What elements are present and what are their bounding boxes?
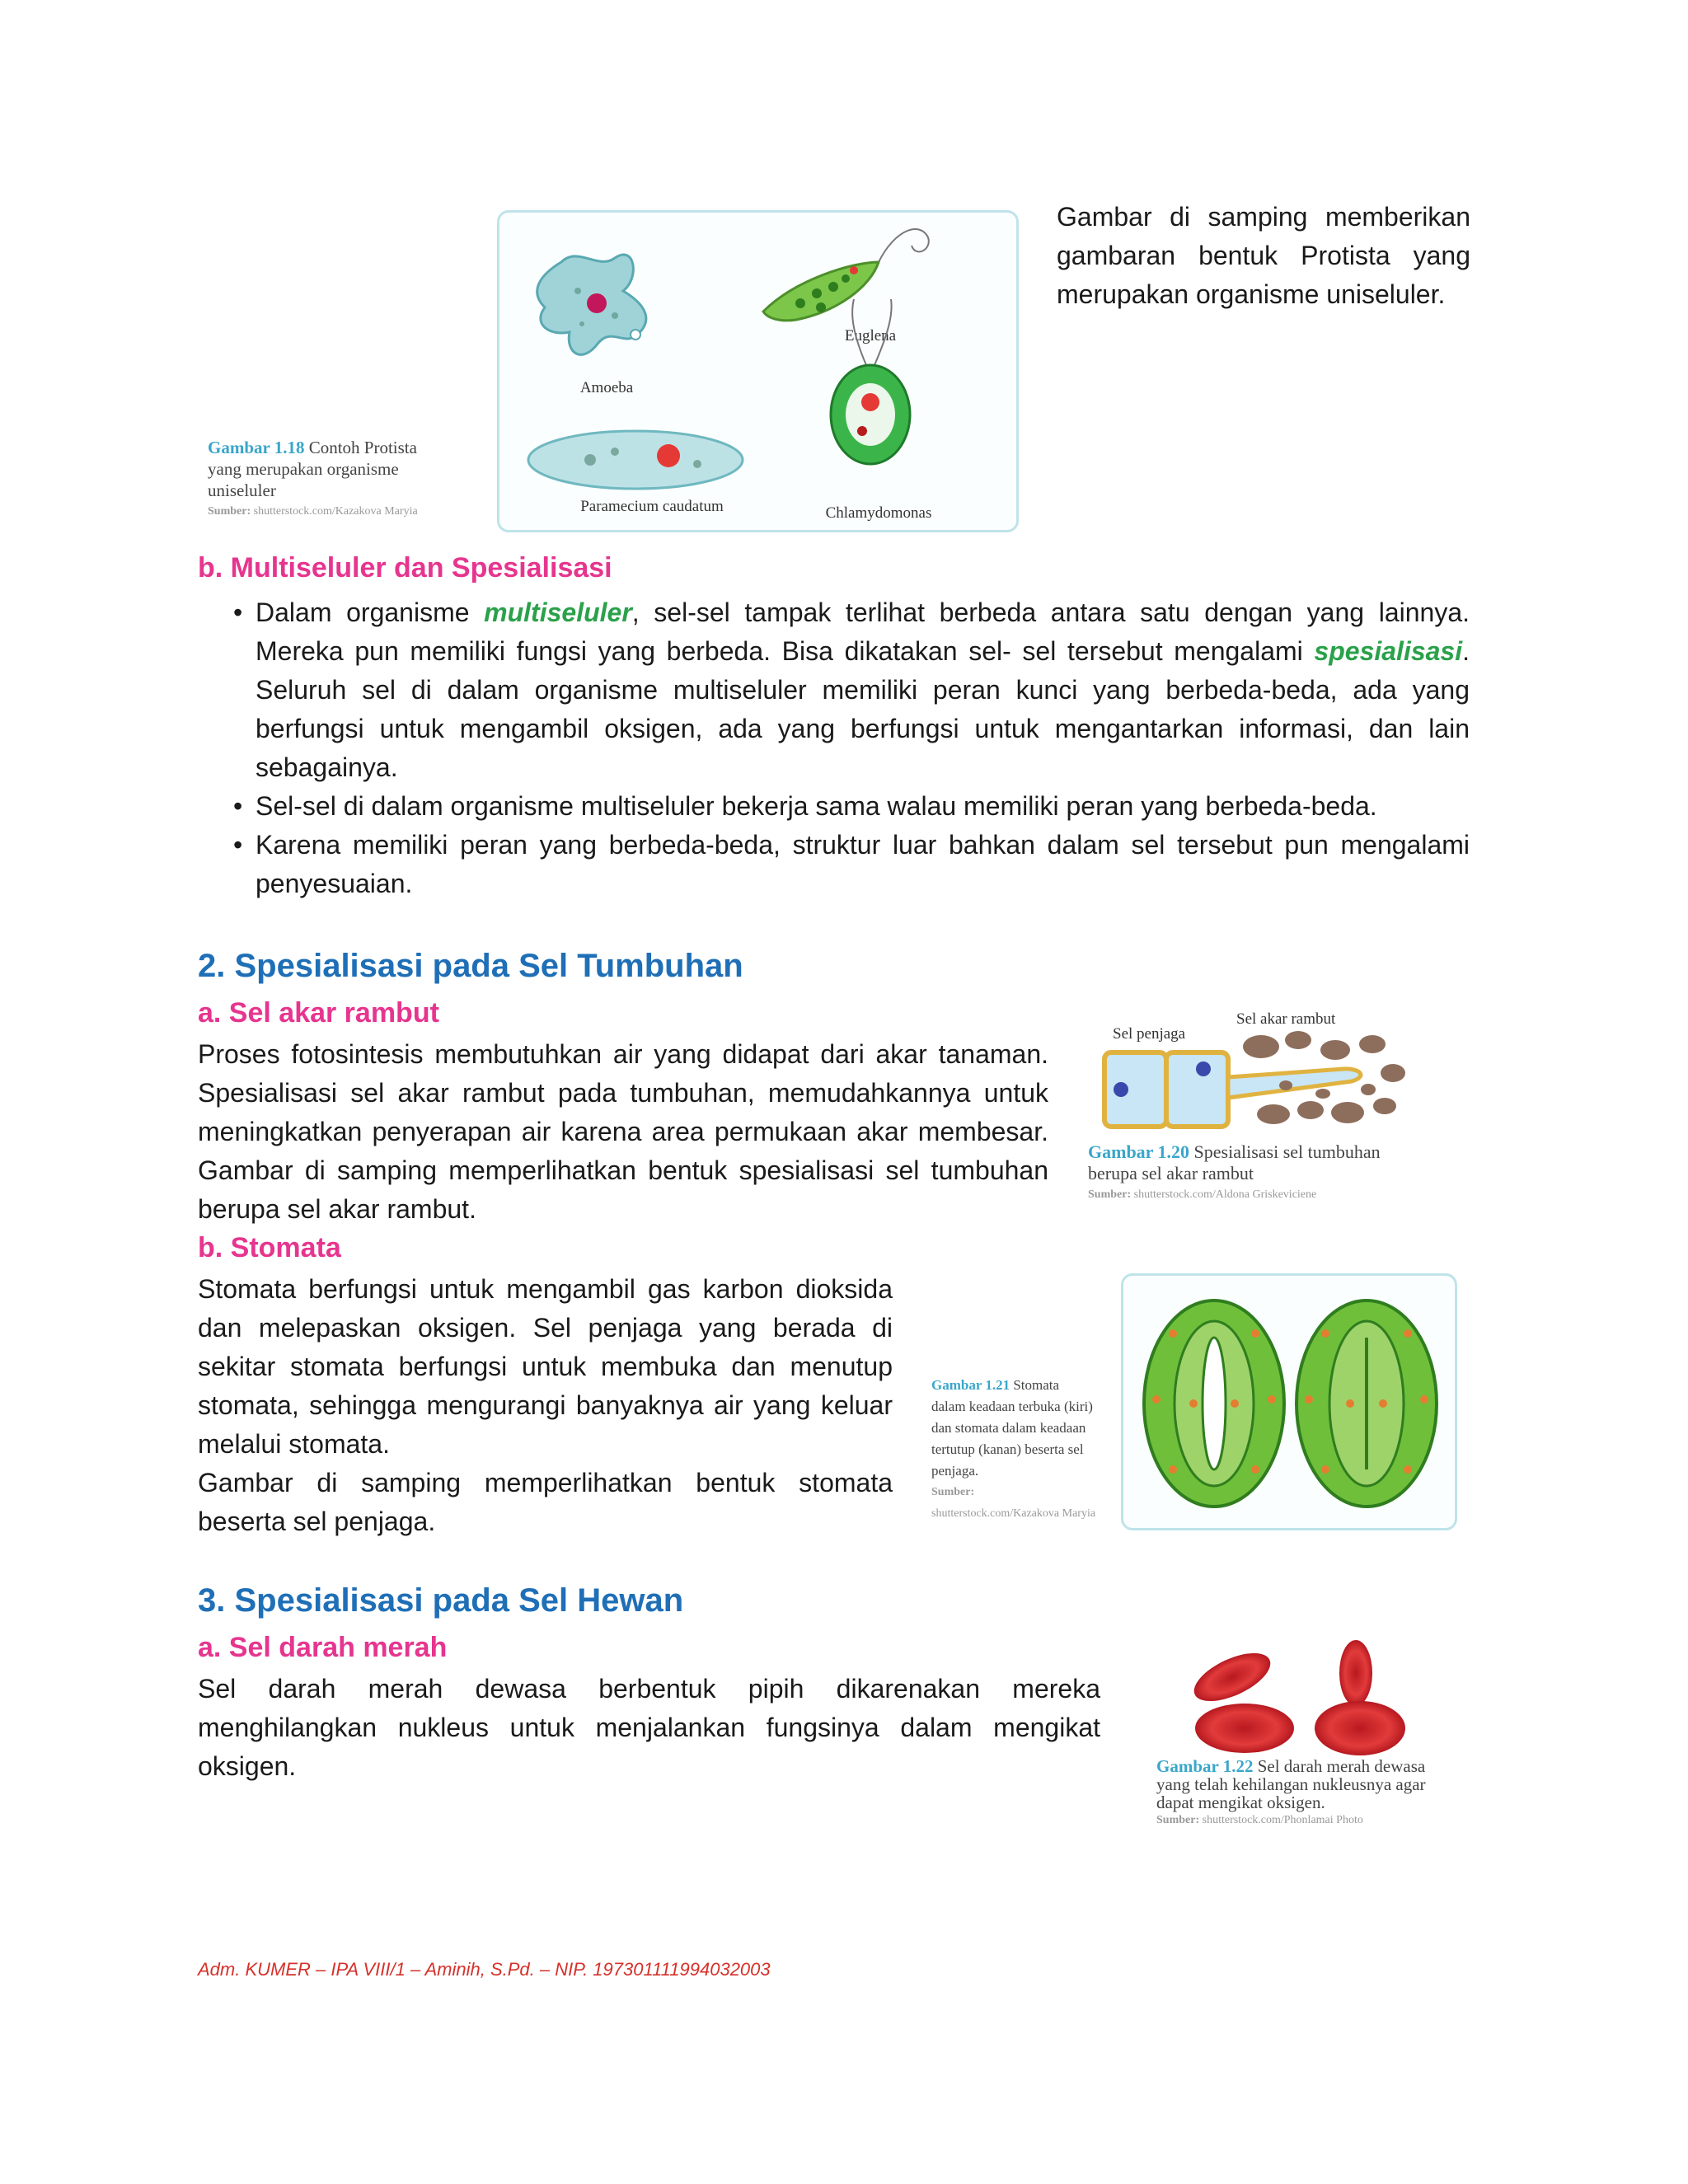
section-2b-paragraph: Gambar di samping memperlihatkan bentuk stomata beserta sel penjaga.: [198, 1468, 893, 1536]
protista-illustration: [499, 213, 1016, 530]
amoeba-illustration: [537, 255, 646, 354]
amoeba-label: Amoeba: [579, 379, 634, 396]
section-3a-paragraph: Sel darah merah dewasa berbentuk pipih dikarenakan mereka menghilangkan nukleus untuk menjalankan fungsinya dalam mengikat oksigen.: [198, 1674, 1100, 1781]
caption-label: Gambar 1.21: [931, 1377, 1010, 1393]
root-hair-figure: [1096, 1007, 1409, 1139]
caption-text: Stomata dalam keadaan terbuka (kiri) dan stomata dalam keadaan tertutup (kanan) beserta sel penjaga.: [931, 1377, 1093, 1479]
paramecium-illustration: [528, 431, 743, 489]
caption-source: Sumber: shutterstock.com/Kazakova Maryia: [208, 505, 418, 518]
section-3a-heading: a. Sel darah merah: [198, 1632, 448, 1663]
section-3-heading: 3. Spesialisasi pada Sel Hewan: [198, 1582, 684, 1619]
caption-source: Sumber: shutterstock.com/Aldona Griskeviciene: [1088, 1188, 1317, 1201]
caption-label: Gambar 1.20: [1088, 1141, 1190, 1162]
bullet-item: • Karena memiliki peran yang berbeda-beda, struktur luar bahkan dalam sel tersebut pun mengalami penyesuaian.: [233, 826, 1470, 903]
root-hair-label: Sel akar rambut: [1236, 1010, 1336, 1028]
bullet-item: • Sel-sel di dalam organisme multiseluler bekerja sama walau memiliki peran yang berbeda-beda.: [233, 787, 1470, 826]
bullet-item: • Dalam organisme multiseluler, sel-sel tampak terlihat berbeda antara satu dengan yang lainnya. Mereka pun memiliki fungsi yang berbeda. Bisa dikatakan sel- sel tersebut mengalami spesialisasi. Seluruh sel di dalam organisme multiseluler memiliki peran kunci yang berbeda-beda, ada yang berfungsi untuk mengambil oksigen, ada yang berfungsi untuk mengantarkan informasi, dan lain sebagainya.: [233, 593, 1470, 787]
caption-label: Gambar 1.18: [208, 438, 305, 457]
closed-stomata-illustration: [1296, 1301, 1437, 1507]
figure-caption: [1088, 1141, 1401, 1206]
intro-paragraph: Gambar di samping memberikan gambaran bentuk Protista yang merupakan organisme uniseluler.: [1057, 202, 1470, 309]
caption-label: Gambar 1.22: [1156, 1756, 1254, 1776]
figure-caption: [931, 1375, 1096, 1525]
figure-caption: [208, 437, 455, 523]
stomata-figure: [1121, 1273, 1457, 1530]
caption-source: Sumber: shutterstock.com/Kazakova Maryia: [931, 1486, 1096, 1520]
euglena-label: Euglena: [844, 327, 897, 344]
open-stomata-illustration: [1144, 1301, 1284, 1507]
chlamydomonas-illustration: [831, 299, 910, 464]
section-2b-paragraph: Stomata berfungsi untuk mengambil gas karbon dioksida dan melepaskan oksigen. Sel penjaga yang berada di sekitar stomata berfungsi untuk membuka dan menutup stomata, sehingga mengurangi banyaknya air yang keluar melalui stomata.: [198, 1274, 893, 1459]
section-b-bullets: [233, 593, 1470, 903]
red-blood-cell-figure: [1187, 1636, 1434, 1760]
root-hair-illustration: [1096, 1007, 1409, 1139]
caption-text: Spesialisasi sel tumbuhan berupa sel akar rambut: [1088, 1141, 1381, 1183]
red-blood-cell-illustration: [1187, 1636, 1434, 1760]
section-2a-heading: a. Sel akar rambut: [198, 997, 439, 1029]
stomata-illustration: [1123, 1276, 1455, 1528]
protista-figure: [497, 210, 1019, 532]
guard-cell-label: Sel penjaga: [1113, 1025, 1186, 1043]
caption-text: Sel darah merah dewasa yang telah kehilangan nukleusnya agar dapat mengikat oksigen.: [1156, 1756, 1426, 1812]
section-b-heading: b. Multiseluler dan Spesialisasi: [198, 552, 612, 583]
section-2-heading: 2. Spesialisasi pada Sel Tumbuhan: [198, 948, 743, 984]
paramecium-label: Paramecium caudatum: [580, 498, 724, 515]
section-2b-heading: b. Stomata: [198, 1232, 341, 1263]
caption-text: Contoh Protista yang merupakan organisme uniseluler: [208, 438, 417, 500]
section-2a-paragraph: Proses fotosintesis membutuhkan air yang didapat dari akar tanaman. Spesialisasi sel akar rambut pada tumbuhan, memudahkannya untuk meningkatkan penyerapan air karena area permukaan akar membesar. Gambar di samping memperlihatkan bentuk spesialisasi sel tumbuhan berupa sel akar rambut.: [198, 1039, 1048, 1224]
euglena-illustration: [763, 229, 929, 321]
caption-source: Sumber: shutterstock.com/Phonlamai Photo: [1156, 1814, 1363, 1826]
page-footer: Adm. KUMER – IPA VIII/1 – Aminih, S.Pd. – NIP. 197301111994032003: [198, 1959, 771, 1980]
figure-caption: [1156, 1757, 1453, 1830]
chlamydomonas-label: Chlamydomonas: [825, 504, 932, 522]
